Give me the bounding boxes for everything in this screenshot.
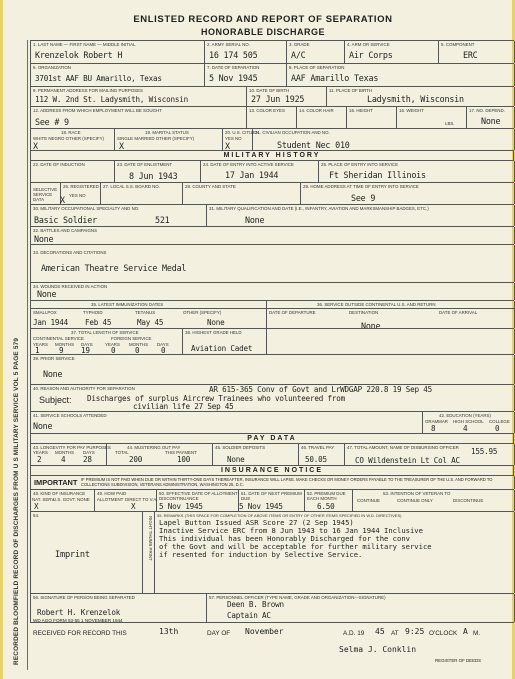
- reason-subject-label: Subject:: [39, 395, 72, 405]
- row-organization: [30, 63, 514, 86]
- tetanus-value: May 45: [137, 318, 164, 327]
- separated-signature-value: Robert H. Krenzelok: [37, 608, 121, 617]
- component-value: ERC: [463, 50, 478, 60]
- row-schools: 41. SERVICE SCHOOLS ATTENDED None 42. EDUCATION (YEARS) GRAMMAR HIGH SCHOOL COLLEGE 8 4 0: [30, 411, 514, 433]
- race-mark: X: [33, 141, 38, 151]
- muster-total-value: 200: [129, 455, 143, 464]
- row-reason: 40. REASON AND AUTHORITY FOR SEPARATION AR 615-365 Conv of Govt and LrWDGAP 220.8 19 Sep 45 Subject: Discharges of surplus Aircrew Trainees who volunteered from civilian life 27 Sep 45: [30, 384, 514, 411]
- officer-grade-value: Captain AC: [227, 611, 271, 620]
- row-wounds: 34. WOUNDS RECEIVED IN ACTION None: [30, 282, 514, 300]
- military-history-band: MILITARY HISTORY: [30, 150, 514, 160]
- prior-service-value: None: [43, 369, 63, 379]
- separation-date-value: 5 Nov 1945: [209, 73, 258, 83]
- remark-line-5: if resented for induction by Selective Service.: [159, 550, 363, 559]
- form-body: [30, 40, 514, 623]
- field-eyes: 13. COLOR EYES: [247, 107, 297, 128]
- remark-line-3: This individual has been Honorably Discharged for the conv: [159, 534, 410, 543]
- field-birth-date: 10. DATE OF BIRTH 27 Jun 1925: [247, 87, 327, 106]
- m-label: M.: [473, 630, 481, 637]
- received-label: RECEIVED FOR RECORD THIS: [33, 630, 127, 637]
- effective-date-value: 5 Nov 1945: [159, 502, 203, 511]
- place-entry-value: Ft Sheridan Illinois: [329, 170, 426, 180]
- register-signature-value: Selma J. Conklin: [339, 645, 417, 654]
- received-day-value: 13th: [159, 627, 179, 636]
- field-weight: 16. WEIGHT LBS.: [397, 107, 467, 128]
- day-of-label: DAY OF: [207, 630, 231, 637]
- highest-grade-value: Aviation Cadet: [191, 344, 253, 353]
- important-label: IMPORTANT: [34, 478, 78, 487]
- received-month-value: November: [245, 627, 284, 636]
- side-margin-annotation: [6, 40, 28, 670]
- wounds-value: None: [37, 289, 57, 299]
- meridiem-value: A: [463, 627, 468, 636]
- grade-value: A/C: [291, 50, 306, 60]
- reason-line-2: Discharges of surplus Aircrew Trainees who volunteered from: [87, 394, 345, 403]
- birth-place-value: Ladysmith, Wisconsin: [367, 94, 464, 104]
- premium-value: 6.50: [317, 502, 335, 511]
- field-permanent-address: 9. PERMANENT ADDRESS FOR MAILING PURPOSES 112 W. 2nd St. Ladysmith, Wisconsin: [31, 87, 247, 106]
- row-remarks: 54. Imprint RIGHT THUMB PRINT 55. REMARKS (THIS SPACE FOR COMPLETION OF ABOVE ITEMS OR ENTRY OF OTHER ITEMS SPECIFIED IN W.D. DIRECTIVES) Lapel Button Issued ASR Score 27 (2 Sep 1945) Inactive Service ERC from 8 Jun 1943 to 16 Jan 1944 Inclusive This individual has been Honorably Discharged for the conv of the Govt and will be acceptable for further military service if resented for induction by Selective Service.: [30, 511, 514, 593]
- total-amount-value: 155.95: [471, 447, 498, 456]
- enlistment-date-value: 8 Jun 1943: [129, 171, 178, 181]
- field-birth-place: 11. PLACE OF BIRTH Ladysmith, Wisconsin: [327, 87, 515, 106]
- how-paid-mark: X: [131, 502, 136, 511]
- dependents-value: None: [481, 116, 501, 126]
- officer-name-value: Deen B. Brown: [227, 600, 284, 609]
- citizen-mark: X: [225, 141, 230, 151]
- row-battles: 32. BATTLES AND CAMPAIGNS None: [30, 226, 514, 244]
- row-immunization: 35. LATEST IMMUNIZATION DATES SMALLPOX TYPHOID TETANUS OTHER (SPECIFY) Jan 1944 Feb 45 May 45 None 36. SERVICE OUTSIDE CONTINENTAL U.S. AND RETURN DATE OF DEPARTURE DESTINATION DATE OF ARRIVAL None: [30, 300, 514, 328]
- row-specialty: 30. MILITARY OCCUPATIONAL SPECIALTY AND NO. Basic Soldier 521 31. MILITARY QUALIFICATION AND DATE (I.E., INFANTRY, AVIATION AND MARKSMANSHIP BADGES, ETC.) None: [30, 204, 514, 226]
- next-premium-value: 5 Nov 1945: [239, 502, 283, 511]
- ad-label: A.D. 19: [343, 630, 365, 637]
- active-service-value: 17 Jan 1944: [225, 170, 279, 180]
- field-citizen: 20. U.S. CITIZEN YES NO X: [225, 130, 260, 151]
- field-dependents: 17. NO. DEPEND. None: [467, 107, 515, 128]
- insurance-kind-mark: X: [34, 502, 39, 511]
- field-separation-place: 8. PLACE OF SEPARATION AAF Amarillo Texas: [287, 64, 515, 86]
- form-number: WD AGO FORM 53-55 1 NOVEMBER 1944: [33, 618, 123, 623]
- field-race: 18. RACE WHITE NEGRO OTHER (SPECIFY) X: [31, 129, 115, 150]
- other-immunization-value: None: [207, 318, 225, 327]
- reason-line-1: AR 615-365 Conv of Govt and LrWDGAP 220.8 19 Sep 45: [209, 385, 432, 394]
- field-name: 1. LAST NAME — FIRST NAME — MIDDLE INITIAL Krenzelok Robert H: [31, 41, 205, 63]
- specialty-value: Basic Soldier: [34, 215, 97, 225]
- schools-value: None: [33, 421, 53, 431]
- home-address-value: See 9: [351, 193, 376, 203]
- row-race-marital: [30, 128, 514, 150]
- field-separation-date: 7. DATE OF SEPARATION 5 Nov 1945: [205, 64, 287, 86]
- organization-value: 3701st AAF BU Amarillo, Texas: [35, 74, 162, 83]
- received-time-value: 9:25: [405, 627, 425, 636]
- birth-date-value: 27 Jun 1925: [251, 94, 305, 104]
- typhoid-value: Feb 45: [85, 318, 112, 327]
- occupation-value: Student Nec 010: [277, 140, 350, 150]
- field-employment-address: 12. ADDRESS FROM WHICH EMPLOYMENT WILL BE SOUGHT See # 9: [31, 107, 247, 128]
- row-induction: 22. DATE OF INDUCTION 23. DATE OF ENLISTMENT 8 Jun 1943 24. DATE OF ENTRY INTO ACTIVE SERVICE 17 Jan 1944 25. PLACE OF ENTRY INTO SERVICE Ft Sheridan Illinois: [30, 160, 514, 182]
- side-recording-text: RECORDED BLOOMFIELD RECORD OF DISCHARGES FROM U S MILITARY SERVICE VOL 5 PAGE 579: [13, 337, 20, 665]
- row-insurance-details: 48. KIND OF INSURANCE NAT. SERV. U.S. GOVT. NONE X 49. HOW PAID ALLOTMENT DIRECT TO V.A. X 50. EFFECTIVE DATE OF ALLOTMENT DISCONTINUANCE 5 Nov 1945 51. DATE OF NEXT PREMIUM DUE 5 Nov 1945 52. PREMIUM DUE EACH MONTH 6.50 53. INTENTION OF VETERAN TO CONTINUE CONTINUE ONLY DISCONTINUE: [30, 489, 514, 511]
- row-address-birth: [30, 86, 514, 106]
- serial-value: 16 174 505: [209, 50, 258, 60]
- remark-line-1: Lapel Button Issued ASR Score 27 (2 Sep 1945): [159, 518, 354, 527]
- insurance-band: INSURANCE NOTICE: [30, 465, 514, 475]
- received-year-value: 45: [375, 627, 385, 636]
- field-grade: 3. GRADE A/C: [287, 41, 345, 63]
- field-organization: 6. ORGANIZATION 3701st AAF BU Amarillo, Texas: [31, 64, 205, 86]
- thumb-print-value: Imprint: [55, 550, 90, 560]
- remark-line-2: Inactive Service ERC from 8 Jun 1943 to 16 Jan 1944 Inclusive: [159, 526, 423, 535]
- decorations-value: American Theatre Service Medal: [41, 263, 187, 273]
- field-marital: 19. MARITAL STATUS SINGLE MARRIED OTHER (SPECIFY) X: [115, 129, 223, 150]
- soldiers-deposits-value: None: [227, 455, 245, 464]
- battles-value: None: [34, 234, 54, 244]
- row-total-service: 37. TOTAL LENGTH OF SERVICE CONTINENTAL SERVICE FOREIGN SERVICE YEARS MONTHS DAYS YEARS MONTHS DAYS 1 9 19 0 0 0 38. HIGHEST GRADE HELD Aviation Cadet: [30, 328, 514, 354]
- smallpox-value: Jan 1944: [33, 318, 68, 327]
- qualification-value: None: [245, 215, 265, 225]
- muster-payment-value: 100: [177, 455, 191, 464]
- form-subtitle: HONORABLE DISCHARGE: [200, 27, 325, 37]
- reason-line-3: civilian life 27 Sep 45: [133, 402, 234, 411]
- row-insurance-important: [30, 475, 514, 489]
- marital-mark: X: [119, 141, 124, 151]
- at-label: AT: [391, 630, 399, 637]
- travel-pay-value: 50.05: [305, 455, 327, 464]
- field-component: 5. COMPONENT ERC: [439, 41, 515, 63]
- row-pay: 43. LONGEVITY FOR PAY PURPOSES YEARS MONTHS DAYS 2 4 28 44. MUSTERING OUT PAY TOTAL THIS PAYMENT 200 100 45. SOLDIER DEPOSITS None 46. TRAVEL PAY 50.05 47. TOTAL AMOUNT, NAME OF DISBURSING OFFICER 155.95 CO Wildenstein Lt Col AC: [30, 443, 514, 465]
- row-name-serial: [30, 40, 514, 63]
- field-height: 15. HEIGHT: [347, 107, 397, 128]
- field-hair: 14. COLOR HAIR: [297, 107, 347, 128]
- employment-address-value: See # 9: [35, 117, 69, 127]
- registered-mark: X: [60, 195, 65, 205]
- permanent-address-value: 112 W. 2nd St. Ladysmith, Wisconsin: [35, 95, 189, 104]
- specialty-no-value: 521: [155, 215, 170, 225]
- arm-value: Air Corps: [349, 50, 393, 60]
- field-serial: 2. ARMY SERIAL NO. 16 174 505: [205, 41, 287, 63]
- field-occupation: 21. CIVILIAN OCCUPATION AND NO. Student Nec 010: [253, 129, 515, 150]
- register-label: REGISTER OF DEEDS: [435, 658, 482, 663]
- remark-line-4: of the Govt and will be acceptable for further military service: [159, 542, 432, 551]
- separation-place-value: AAF Amarillo Texas: [291, 73, 379, 83]
- row-selective-service: SELECTIVE SERVICE DATA 26. REGISTERED YES NO X 27. LOCAL S.S. BOARD NO. 28. COUNTY AND STATE 29. HOME ADDRESS AT TIME OF ENTRY INTO SERVICE See 9: [30, 182, 514, 204]
- pay-data-band: PAY DATA: [30, 433, 514, 443]
- row-employment-physical: [30, 106, 514, 128]
- disbursing-officer-value: CO Wildenstein Lt Col AC: [355, 456, 460, 465]
- name-value: Krenzelok Robert H: [35, 50, 123, 60]
- field-arm: 4. ARM OR SERVICE Air Corps: [345, 41, 439, 63]
- row-decorations: 33. DECORATIONS AND CITATIONS American Theatre Service Medal: [30, 244, 514, 282]
- row-signatures: 56. SIGNATURE OF PERSON BEING SEPARATED Robert H. Krenzelok 57. PERSONNEL OFFICER (TYPE NAME, GRADE AND ORGANIZATION—SIGNATURE) Deen B. Brown Captain AC: [30, 593, 514, 623]
- oclock-label: O'CLOCK: [429, 630, 458, 637]
- thumb-print-vertical-label: RIGHT THUMB PRINT: [148, 516, 153, 561]
- destination-value: None: [361, 321, 381, 331]
- form-title: ENLISTED RECORD AND REPORT OF SEPARATION: [133, 14, 393, 25]
- row-prior-service: 39. PRIOR SERVICE None: [30, 354, 514, 384]
- important-text: IF PREMIUM IS NOT PAID WHEN DUE OR WITHIN THIRTY-ONE DAYS THEREAFTER, INSURANCE WILL LAPSE. MAKE CHECKS OR MONEY ORDERS PAYABLE TO THE TREASURER OF THE U.S. AND FORWARD TO COLLECTIONS SUBDIVISION, VETERANS ADMINISTRATION, WASHINGTON 25, D.C.: [81, 477, 493, 488]
